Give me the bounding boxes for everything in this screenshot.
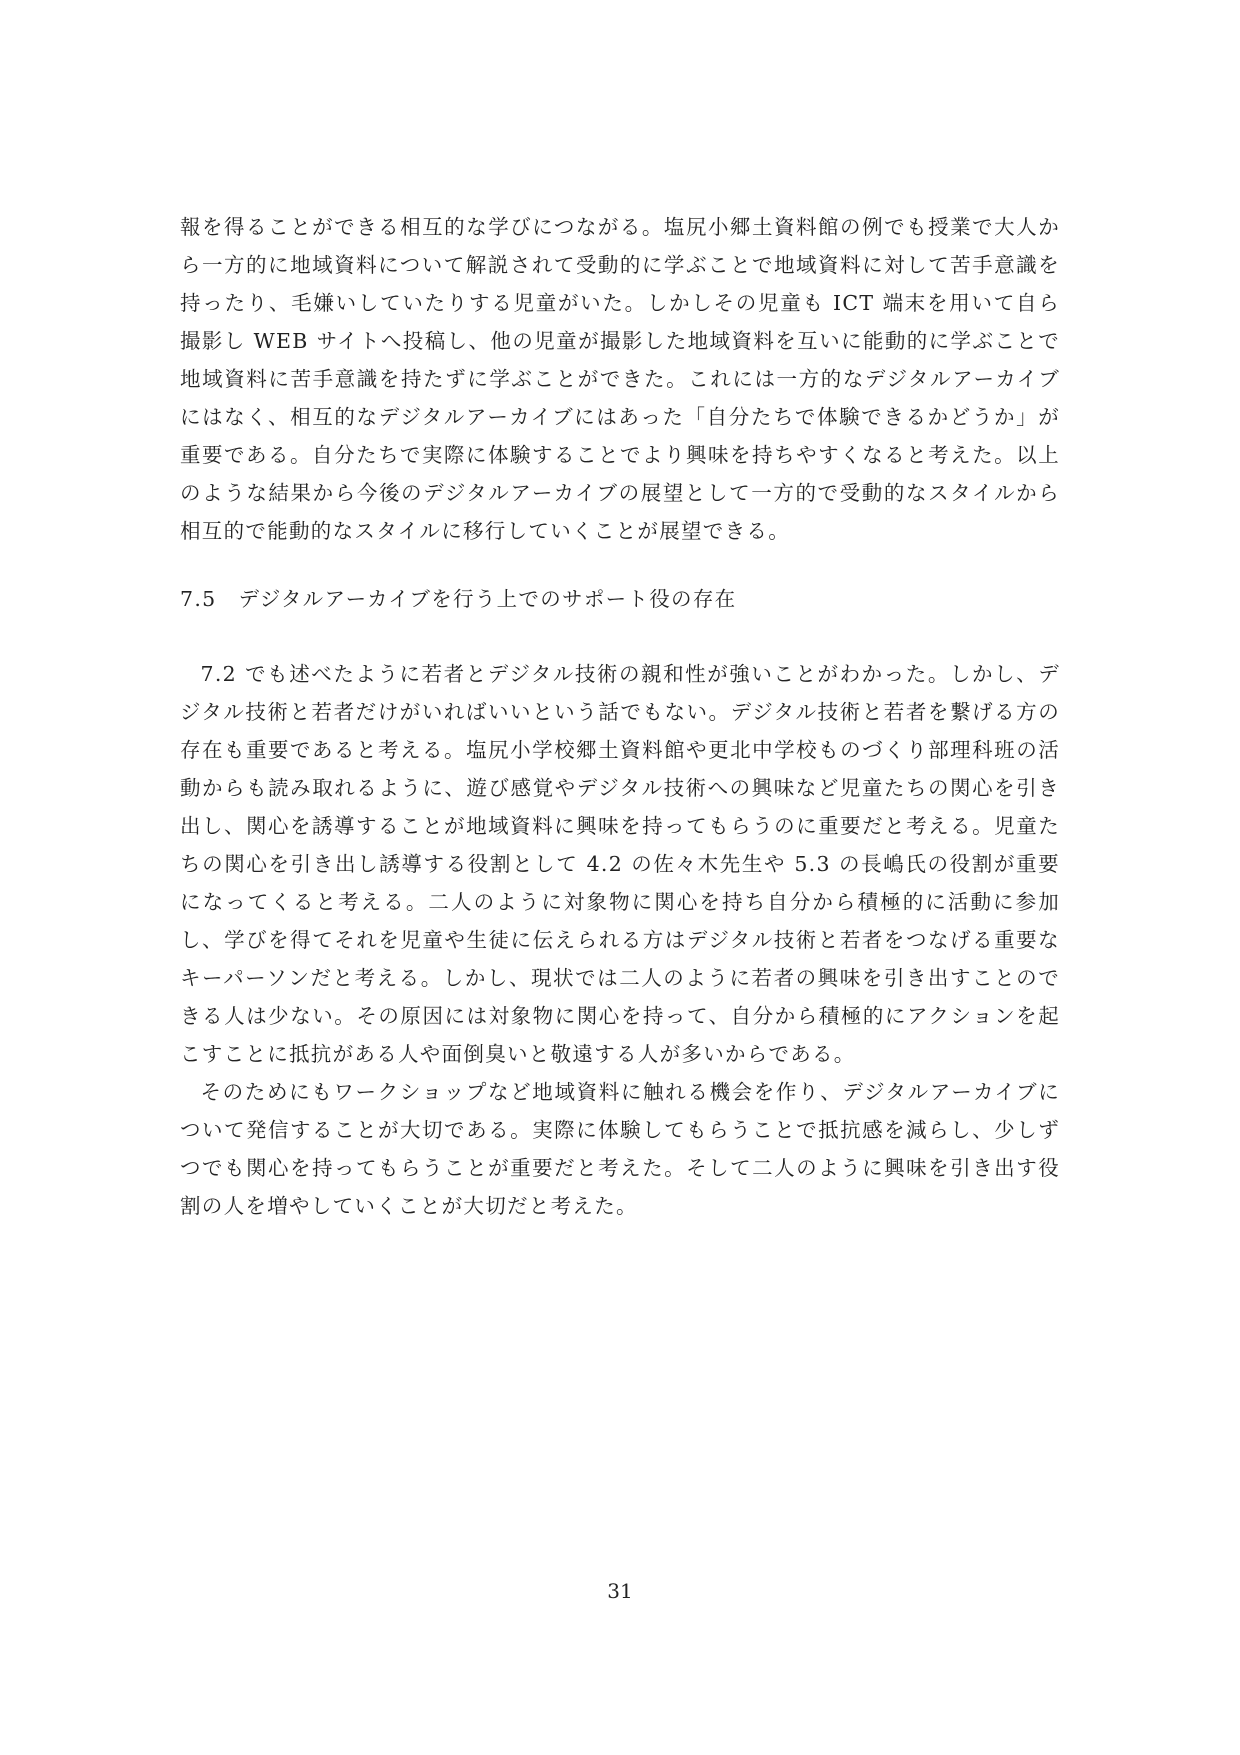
section-body	[180, 655, 1060, 1225]
carryover-paragraph: 報を得ることができる相互的な学びにつながる。塩尻小郷土資料館の例でも授業で大人から一方的に地域資料について解説されて受動的に学ぶことで地域資料に対して苦手意識を持ったり、毛嫌いしていたりする児童がいた。しかしその児童も ICT 端末を用いて自ら撮影し WEB サイトへ投稿し、他の児童が撮影した地域資料を互いに能動的に学ぶことで地域資料に苦手意識を持たずに学ぶことができた。これには一方的なデジタルアーカイブにはなく、相互的なデジタルアーカイブにはあった「自分たちで体験できるかどうか」が重要である。自分たちで実際に体験することでより興味を持ちやすくなると考えた。以上のような結果から今後のデジタルアーカイブの展望として一方的で受動的なスタイルから相互的で能動的なスタイルに移行していくことが展望できる。	[180, 215, 1060, 543]
section-number: 7.5	[180, 587, 217, 611]
carryover-paragraph-block	[180, 208, 1060, 550]
section-title: デジタルアーカイブを行う上でのサポート役の存在	[238, 587, 737, 611]
page-number: 31	[607, 1579, 633, 1603]
section-heading	[180, 580, 736, 618]
section-paragraph-1: 7.2 でも述べたように若者とデジタル技術の親和性が強いことがわかった。しかし、デジタル技術と若者だけがいればいいという話でもない。デジタル技術と若者を繋げる方の存在も重要であると考える。塩尻小学校郷土資料館や更北中学校ものづくり部理科班の活動からも読み取れるように、遊び感覚やデジタル技術への興味など児童たちの関心を引き出し、関心を誘導することが地域資料に興味を持ってもらうのに重要だと考える。児童たちの関心を引き出し誘導する役割として 4.2 の佐々木先生や 5.3 の長嶋氏の役割が重要になってくると考える。二人のように対象物に関心を持ち自分から積極的に活動に参加し、学びを得てそれを児童や生徒に伝えられる方はデジタル技術と若者をつなげる重要なキーパーソンだと考える。しかし、現状では二人のように若者の興味を引き出すことのできる人は少ない。その原因には対象物に関心を持って、自分から積極的にアクションを起こすことに抵抗がある人や面倒臭いと敬遠する人が多いからである。	[180, 662, 1060, 1066]
section-paragraph-2: そのためにもワークショップなど地域資料に触れる機会を作り、デジタルアーカイブについて発信することが大切である。実際に体験してもらうことで抵抗感を減らし、少しずつでも関心を持ってもらうことが重要だと考えた。そして二人のように興味を引き出す役割の人を増やしていくことが大切だと考えた。	[180, 1080, 1060, 1218]
